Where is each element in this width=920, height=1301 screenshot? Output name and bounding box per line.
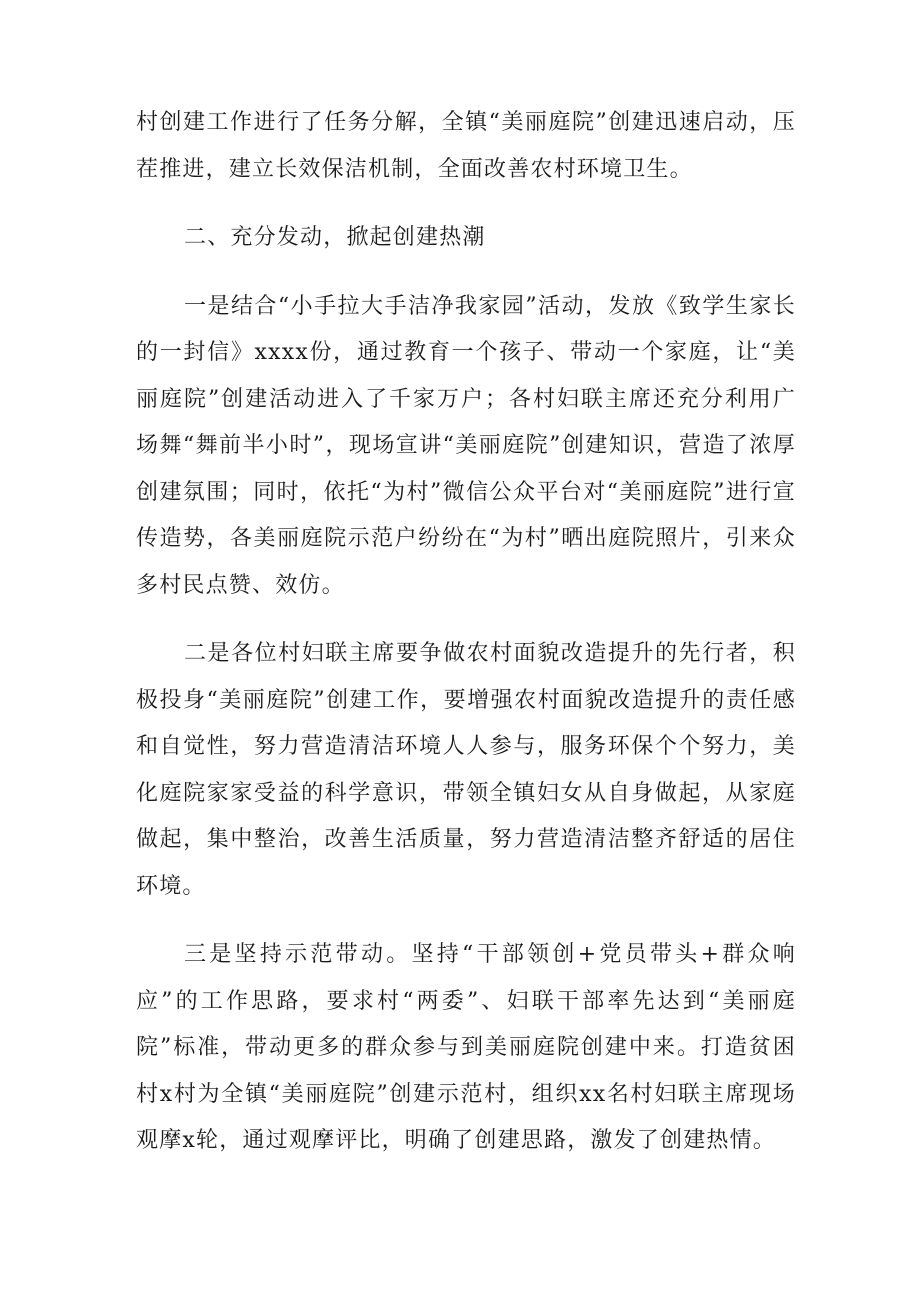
paragraph-continued: 村创建工作进行了任务分解，全镇“美丽庭院”创建迅速启动，压茬推进，建立长效保洁机制，全面改善农村环境卫生。 <box>136 110 796 182</box>
document-body <box>136 100 796 1187</box>
paragraph-first-point: 一是结合“小手拉大手洁净我家园”活动，发放《致学生家长的一封信》xxxx份，通过教育一个孩子、带动一个家庭，让“美丽庭院”创建活动进入了千家万户；各村妇联主席还充分利用广场舞“舞前半小时”，现场宣讲“美丽庭院”创建知识，营造了浓厚创建氛围；同时，依托“为村”微信公众平台对“美丽庭院”进行宣传造势，各美丽庭院示范户纷纷在“为村”晒出庭院照片，引来众多村民点赞、效仿。 <box>136 293 796 598</box>
paragraph-second-point: 二是各位村妇联主席要争做农村面貌改造提升的先行者，积极投身“美丽庭院”创建工作，要增强农村面貌改造提升的责任感和自觉性，努力营造清洁环境人人参与，服务环保个个努力，美化庭院家家受益的科学意识，带领全镇妇女从自身做起，从家庭做起，集中整治，改善生活质量，努力营造清洁整齐舒适的居住环境。 <box>136 641 796 899</box>
section-heading: 二、充分发动，掀起创建热潮 <box>184 225 486 250</box>
paragraph-third-point: 三是坚持示范带动。坚持“干部领创+党员带头+群众响应”的工作思路，要求村“两委”、妇联干部率先达到“美丽庭院”标准，带动更多的群众参与到美丽庭院创建中来。打造贫困村x村为全镇“美丽庭院”创建示范村，组织xx名村妇联主席现场观摩x轮，通过观摩评比，明确了创建思路，激发了创建热情。 <box>136 942 796 1153</box>
